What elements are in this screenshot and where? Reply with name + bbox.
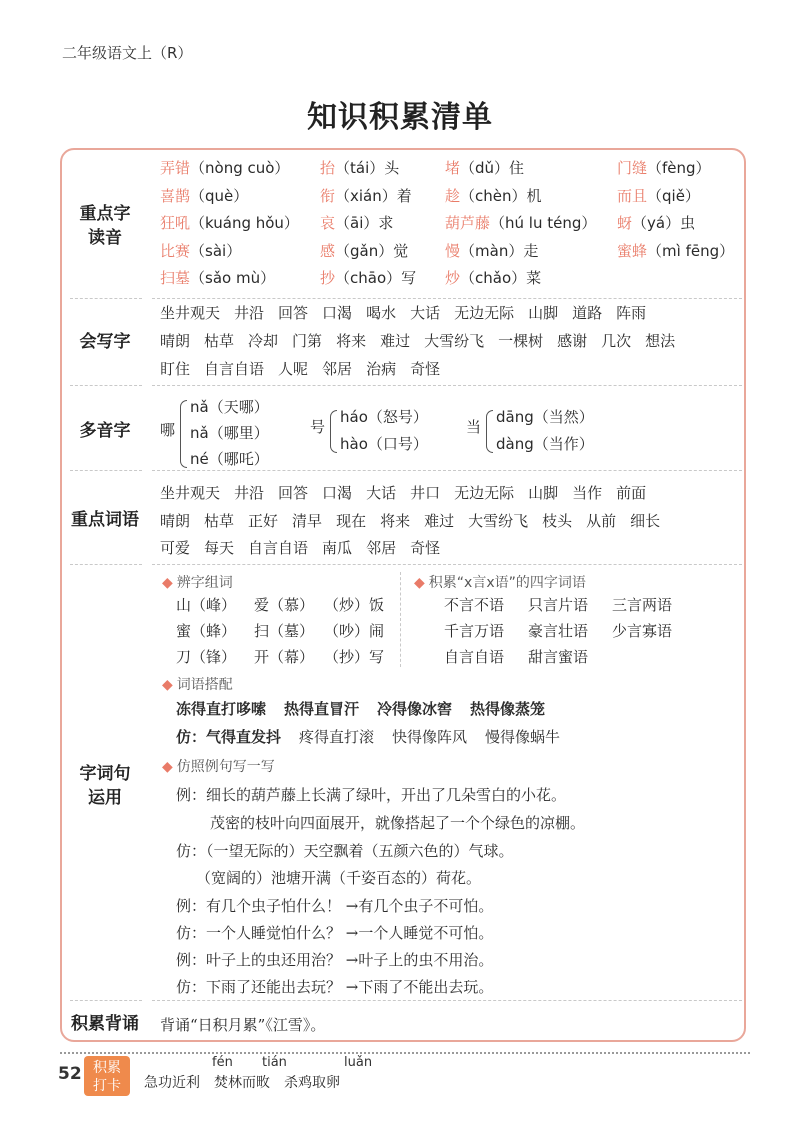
writing-word: 井沿 [234, 304, 265, 322]
char-pair: （炒）饭 [324, 596, 385, 614]
key-char: 堵 [445, 159, 461, 178]
sub-heading-text: 仿照例句写一写 [176, 759, 275, 775]
sub-heading-text: 积累“x言x语”的四字词语 [428, 575, 586, 591]
page-title: 知识积累清单 [307, 100, 493, 135]
key-char-pinyin: （què） [190, 186, 249, 205]
key-word: 自言自语 [248, 539, 309, 557]
writing-word: 几次 [601, 332, 632, 350]
bullet-icon: ◆ [162, 677, 173, 693]
section-label-key-chars [60, 202, 150, 250]
key-char-pinyin: （fèng） [647, 159, 711, 178]
key-char: 蜜蜂 [617, 241, 648, 260]
collocation: 热得直冒汗 [284, 700, 360, 718]
collocation: 冷得像冰窖 [377, 700, 453, 718]
divider [70, 1000, 142, 1001]
char-pairs-grid [176, 594, 414, 672]
divider [70, 564, 142, 565]
writing-row [160, 302, 660, 323]
key-word: 枯草 [204, 512, 235, 530]
usage-label: 字词句运用 [79, 764, 131, 808]
divider [152, 298, 742, 299]
stamp-line-2: 打卡 [93, 1078, 121, 1094]
key-char: 趁 [445, 186, 461, 205]
sub-heading-collocation [162, 674, 233, 694]
key-word: 难过 [424, 512, 455, 530]
section-label-writing: 会写字 [79, 332, 131, 352]
divider [70, 470, 142, 471]
key-words-row [160, 482, 660, 503]
polyphonic-char: 号 [310, 418, 326, 436]
writing-word: 难过 [380, 332, 411, 350]
key-char-pinyin: （qiě） [647, 186, 700, 205]
collocation: 疼得直打滚 [299, 728, 375, 746]
key-word: 将来 [380, 512, 411, 530]
key-char-pinyin: （tái）头 [335, 159, 400, 178]
sub-heading-imitate [162, 756, 275, 776]
section-label-polyphonic: 多音字 [79, 421, 131, 441]
key-char: 炒 [445, 269, 461, 288]
writing-word: 感谢 [557, 332, 588, 350]
example-line: 仿：下雨了还能出去玩？ →下雨了不能出去玩。 [176, 978, 494, 996]
page-number: 52 [58, 1064, 82, 1084]
key-word: 晴朗 [160, 512, 191, 530]
key-char-item [617, 240, 740, 261]
example-line: 例：有几个虫子怕什么！ →有几个虫子不可怕。 [176, 897, 494, 915]
writing-word: 一棵树 [498, 332, 544, 350]
section-label-usage [60, 762, 150, 810]
key-word: 邻居 [366, 539, 397, 557]
divider [70, 298, 142, 299]
idioms-grid [444, 594, 696, 672]
key-char-item [320, 157, 445, 178]
divider [152, 470, 742, 471]
divider [152, 1000, 742, 1001]
divider [152, 385, 742, 386]
key-char-pinyin: （chāo）写 [335, 269, 417, 288]
header-text: 二年级语文上（R） [62, 44, 193, 62]
idiom: 三言两语 [612, 596, 673, 614]
key-char-item [617, 212, 740, 233]
vertical-divider [400, 572, 401, 667]
writing-word: 将来 [336, 332, 367, 350]
key-char: 而且 [617, 186, 648, 205]
key-char-item [320, 240, 445, 261]
idiom: 不言不语 [444, 596, 505, 614]
key-word: 现在 [336, 512, 367, 530]
brace-icon [180, 400, 187, 468]
key-char-pinyin: （chǎo）菜 [460, 269, 542, 288]
key-word: 口渴 [322, 484, 353, 502]
key-char-item [160, 157, 320, 178]
key-word: 从前 [586, 512, 617, 530]
key-char-pinyin: （kuáng hǒu） [190, 214, 299, 233]
key-char-item [445, 240, 617, 261]
char-pair: （抄）写 [324, 648, 385, 666]
writing-word: 门第 [292, 332, 323, 350]
pinyin-tian: tián [262, 1055, 287, 1070]
key-char-pinyin: （nòng cuò） [190, 159, 290, 178]
example-line: 仿：（一望无际的）天空飘着（五颜六色的）气球。 [176, 842, 514, 860]
key-char: 狂吼 [160, 214, 191, 233]
collocation: 热得像蒸笼 [470, 700, 546, 718]
writing-word: 晴朗 [160, 332, 191, 350]
bullet-icon: ◆ [162, 575, 173, 591]
key-char: 比赛 [160, 241, 191, 260]
key-char: 蚜 [617, 214, 633, 233]
footer-divider [60, 1052, 750, 1054]
key-char: 感 [320, 241, 336, 260]
key-word: 大雪纷飞 [468, 512, 529, 530]
polyphonic-reading: dāng（当然） [496, 408, 594, 426]
sub-heading-idioms [414, 572, 586, 592]
collocation-line-1 [176, 698, 563, 719]
divider [152, 564, 742, 565]
key-char-pinyin: （mì fēng） [647, 241, 735, 260]
writing-row [160, 358, 454, 379]
char-pair: 爱（慕） [254, 596, 315, 614]
key-word: 当作 [572, 484, 603, 502]
key-char-pinyin: （gǎn）觉 [335, 241, 409, 260]
bullet-icon: ◆ [162, 759, 173, 775]
pinyin-luan: luǎn [344, 1055, 373, 1070]
sub-heading-text: 词语搭配 [176, 677, 233, 693]
accumulate-stamp [84, 1056, 130, 1096]
collocation: 快得像阵风 [392, 728, 468, 746]
idiom: 只言片语 [528, 596, 589, 614]
writing-word: 枯草 [204, 332, 235, 350]
key-word: 无边无际 [454, 484, 515, 502]
key-word: 南瓜 [322, 539, 353, 557]
key-char: 葫芦藤 [445, 214, 491, 233]
writing-word: 道路 [572, 304, 603, 322]
key-char-item [445, 212, 617, 233]
writing-word: 大话 [410, 304, 441, 322]
key-char: 抬 [320, 159, 336, 178]
sub-heading-distinguish [162, 572, 233, 592]
example-line: 例：细长的葫芦藤上长满了绿叶，开出了几朵雪白的小花。 [176, 786, 567, 804]
key-char-pinyin: （āi）求 [335, 214, 394, 233]
polyphonic-char: 当 [466, 418, 482, 436]
writing-word: 喝水 [366, 304, 397, 322]
key-char-item [320, 267, 445, 288]
stamp-line-1: 积累 [93, 1060, 121, 1076]
key-char: 扫墓 [160, 269, 191, 288]
writing-word: 坐井观天 [160, 304, 221, 322]
key-chars-grid [160, 154, 740, 292]
char-pair: （吵）闹 [324, 622, 385, 640]
key-char: 门缝 [617, 159, 648, 178]
divider [70, 385, 142, 386]
key-char-pinyin: （hú lu téng） [490, 214, 597, 233]
writing-word: 回答 [278, 304, 309, 322]
key-char-item [320, 185, 445, 206]
key-word: 奇怪 [410, 539, 441, 557]
key-char: 抄 [320, 269, 336, 288]
key-word: 前面 [616, 484, 647, 502]
key-char-item [445, 185, 617, 206]
writing-row [160, 330, 689, 351]
key-word: 回答 [278, 484, 309, 502]
char-pair: 扫（墓） [254, 622, 315, 640]
brace-icon [330, 410, 337, 453]
polyphonic-reading: nǎ（天哪） [190, 398, 269, 416]
key-char: 喜鹊 [160, 186, 191, 205]
example-line: 茂密的枝叶向四面展开，就像搭起了一个个绿色的凉棚。 [210, 814, 586, 832]
polyphonic-char: 哪 [160, 421, 176, 439]
bullet-icon: ◆ [414, 575, 425, 591]
polyphonic-reading: hào（口号） [340, 435, 428, 453]
key-char-item [445, 267, 617, 288]
key-word: 井口 [410, 484, 441, 502]
writing-word: 奇怪 [410, 360, 441, 378]
idiom: 千言万语 [444, 622, 505, 640]
polyphonic-reading: háo（怒号） [340, 408, 428, 426]
writing-word: 阵雨 [616, 304, 647, 322]
example-line: 仿：一个人睡觉怕什么？ →一个人睡觉不可怕。 [176, 924, 494, 942]
key-char-item [617, 185, 740, 206]
polyphonic-reading: dàng（当作） [496, 435, 594, 453]
writing-word: 盯住 [160, 360, 191, 378]
footer-idioms: 急功近利 焚林而畋 杀鸡取卵 [144, 1075, 340, 1091]
writing-word: 治病 [366, 360, 397, 378]
polyphonic-reading: nǎ（哪里） [190, 424, 269, 442]
key-char-pinyin: （yá）虫 [632, 214, 696, 233]
key-word: 大话 [366, 484, 397, 502]
collocation: 冻得直打哆嗦 [176, 700, 267, 718]
example-line: 例：叶子上的虫还用治？ →叶子上的虫不用治。 [176, 951, 494, 969]
writing-word: 冷却 [248, 332, 279, 350]
key-word: 井沿 [234, 484, 265, 502]
key-char: 衔 [320, 186, 336, 205]
key-word: 山脚 [528, 484, 559, 502]
key-words-row [160, 537, 454, 558]
writing-word: 邻居 [322, 360, 353, 378]
key-char-item [320, 212, 445, 233]
writing-word: 大雪纷飞 [424, 332, 485, 350]
key-char-pinyin: （chèn）机 [460, 186, 542, 205]
key-char-item [160, 212, 320, 233]
writing-word: 无边无际 [454, 304, 515, 322]
key-char: 弄错 [160, 159, 191, 178]
recite-text: 背诵“日积月累”《江雪》。 [160, 1016, 326, 1034]
char-pair: 开（幕） [254, 648, 315, 666]
key-char-item [617, 157, 740, 178]
collocation: 慢得像蜗牛 [485, 728, 561, 746]
key-word: 枝头 [542, 512, 573, 530]
section-label-key-words: 重点词语 [71, 510, 139, 530]
key-char-item [160, 267, 320, 288]
key-char-pinyin: （dǔ）住 [460, 159, 525, 178]
key-char: 哀 [320, 214, 336, 233]
key-word: 可爱 [160, 539, 191, 557]
idiom: 豪言壮语 [528, 622, 589, 640]
sub-heading-text: 辨字组词 [176, 575, 233, 591]
key-word: 每天 [204, 539, 235, 557]
idiom: 甜言蜜语 [528, 648, 589, 666]
brace-icon [486, 410, 493, 453]
writing-word: 想法 [645, 332, 676, 350]
key-char-item [160, 185, 320, 206]
key-word: 坐井观天 [160, 484, 221, 502]
collocation: 仿：气得直发抖 [176, 728, 282, 746]
key-char-pinyin: （màn）走 [460, 241, 539, 260]
idiom: 自言自语 [444, 648, 505, 666]
polyphonic-reading: né（哪吒） [190, 450, 269, 468]
writing-word: 山脚 [528, 304, 559, 322]
key-char-pinyin: （sài） [190, 241, 242, 260]
key-char-pinyin: （sǎo mù） [190, 269, 276, 288]
key-words-row [160, 510, 674, 531]
idiom: 少言寡语 [612, 622, 673, 640]
pinyin-fen: fén [212, 1055, 233, 1070]
writing-word: 自言自语 [204, 360, 265, 378]
key-word: 清早 [292, 512, 323, 530]
key-word: 细长 [630, 512, 661, 530]
writing-word: 人呢 [278, 360, 309, 378]
key-word: 正好 [248, 512, 279, 530]
char-pair: 蜜（蜂） [176, 622, 237, 640]
key-char-item [445, 157, 617, 178]
char-pair: 刀（锋） [176, 648, 237, 666]
key-char-item [160, 240, 320, 261]
section-label-recite: 积累背诵 [71, 1014, 139, 1034]
collocation-line-2 [176, 726, 578, 747]
char-pair: 山（峰） [176, 596, 237, 614]
key-chars-label: 重点字读音 [79, 204, 131, 248]
key-char: 慢 [445, 241, 461, 260]
writing-word: 口渴 [322, 304, 353, 322]
example-line: （宽阔的）池塘开满（千姿百态的）荷花。 [196, 869, 482, 887]
key-char-pinyin: （xián）着 [335, 186, 412, 205]
